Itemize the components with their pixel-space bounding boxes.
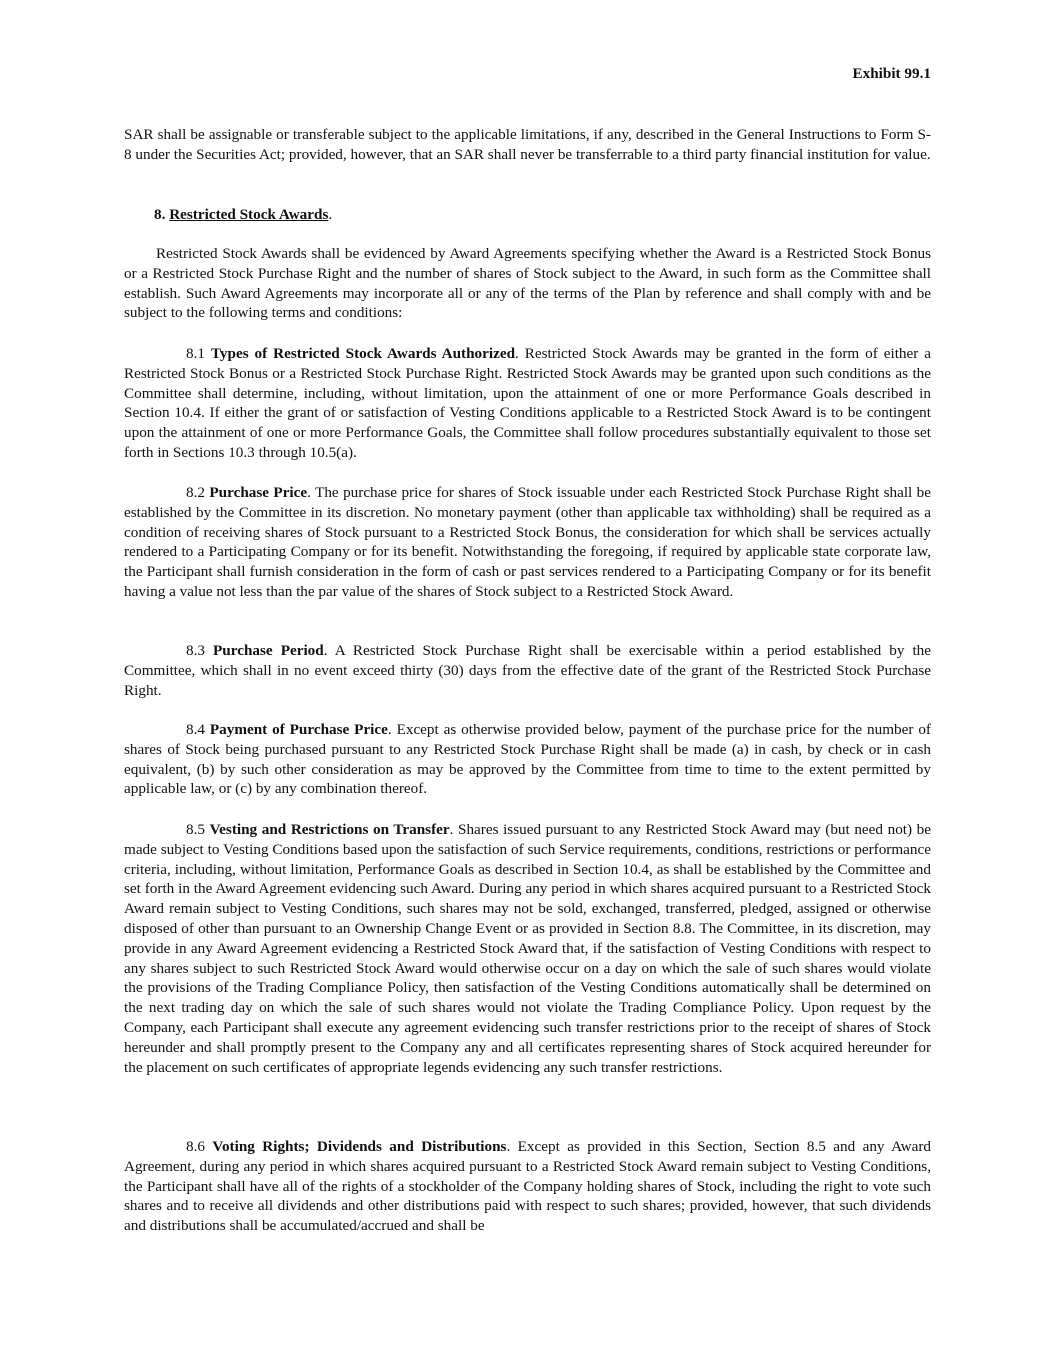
subsection-number: 8.4 <box>186 721 210 738</box>
subsection-8-3 <box>124 641 931 700</box>
subsection-title: Types of Restricted Stock Awards Authorized <box>210 345 516 362</box>
subsection-title: Voting Rights; Dividends and Distributions <box>212 1138 507 1155</box>
section-8-title: Restricted Stock Awards <box>169 206 329 223</box>
subsection-number: 8.1 <box>186 345 211 362</box>
subsection-8-5 <box>124 820 931 1077</box>
subsection-body: . Restricted Stock Awards may be granted in the form of either a Restricted Stock Bonus or a Restricted Stock Purchase Right. Restricted Stock Awards may be granted upon such conditions as the Committee shall determine, including, without limitation, upon the attainment of one or more Performance Goals described in Section 10.4. If either the grant of or satisfaction of Vesting Conditions applicable to a Restricted Stock Award is to be contingent upon the attainment of one or more Performance Goals, the Committee shall follow procedures substantially equivalent to those set forth in Sections 10.3 through 10.5(a). <box>124 345 931 461</box>
subsection-body: . Shares issued pursuant to any Restricted Stock Award may (but need not) be made subject to Vesting Conditions based upon the satisfaction of such Service requirements, conditions, restrictions or performance criteria, including, without limitation, Performance Goals as described in Section 10.4, as shall be established by the Committee and set forth in the Award Agreement evidencing such Award. During any period in which shares acquired pursuant to a Restricted Stock Award remain subject to Vesting Conditions, such shares may not be sold, exchanged, transferred, pledged, assigned or otherwise disposed of other than pursuant to an Ownership Change Event or as provided in Section 8.8. The Committee, in its discretion, may provide in any Award Agreement evidencing a Restricted Stock Award that, if the satisfaction of Vesting Conditions with respect to any shares subject to such Restricted Stock Award would otherwise occur on a day on which the sale of such shares would violate the provisions of the Trading Compliance Policy, then satisfaction of the Vesting Conditions automatically shall be determined on the next trading day on which the sale of such shares would not violate the Trading Compliance Policy. Upon request by the Company, each Participant shall execute any agreement evidencing such transfer restrictions prior to the receipt of shares of Stock hereunder and shall promptly present to the Company any and all certificates representing shares of Stock acquired hereunder for the placement on such certificates of appropriate legends evidencing any such transfer restrictions. <box>124 821 931 1076</box>
subsection-body: . Except as otherwise provided below, payment of the purchase price for the number of shares of Stock being purchased pursuant to any Restricted Stock Purchase Right shall be made (a) in cash, by check or in cash equivalent, (b) by such other consideration as may be approved by the Committee from time to time to the extent permitted by applicable law, or (c) by any combination thereof. <box>124 721 931 798</box>
subsection-8-1 <box>124 344 931 463</box>
section-8-heading <box>154 205 332 225</box>
subsection-body: . Except as provided in this Section, Section 8.5 and any Award Agreement, during any period in which shares acquired pursuant to a Restricted Stock Award remain subject to Vesting Conditions, the Participant shall have all of the rights of a stockholder of the Company holding shares of Stock, including the right to vote such shares and to receive all dividends and other distributions paid with respect to such shares; provided, however, that such dividends and distributions shall be accumulated/accrued and shall be <box>124 1138 932 1235</box>
subsection-title: Purchase Period <box>213 642 324 659</box>
subsection-number: 8.5 <box>186 821 210 838</box>
section-8-intro: Restricted Stock Awards shall be evidenced by Award Agreements specifying whether the Award is a Restricted Stock Bonus or a Restricted Stock Purchase Right and the number of shares of Stock subject to the Award, in such form as the Committee shall establish. Such Award Agreements may incorporate all or any of the terms of the Plan by reference and shall comply with and be subject to the following terms and conditions: <box>124 245 931 322</box>
subsection-8-4 <box>124 720 931 799</box>
section-8-number: 8. <box>154 206 170 223</box>
sar-transfer-paragraph: SAR shall be assignable or transferable subject to the applicable limitations, if any, described in the General Instructions to Form S-8 under the Securities Act; provided, however, that an SAR shall never be transferrable to a third party financial institution for value. <box>124 126 931 163</box>
section-8-title-period: . <box>328 206 333 223</box>
subsection-body: . The purchase price for shares of Stock issuable under each Restricted Stock Purchase Right shall be established by the Committee in its discretion. No monetary payment (other than applicable tax withholding) shall be required as a condition of receiving shares of Stock pursuant to a Restricted Stock Bonus, the consideration for which shall be services actually rendered to a Participating Company or for its benefit. Notwithstanding the foregoing, if required by applicable state corporate law, the Participant shall furnish consideration in the form of cash or past services rendered to a Participating Company or for its benefit having a value not less than the par value of the shares of Stock subject to a Restricted Stock Award. <box>124 484 932 600</box>
subsection-8-6 <box>124 1137 931 1236</box>
subsection-title: Vesting and Restrictions on Transfer <box>209 821 450 838</box>
subsection-8-2 <box>124 483 931 602</box>
subsection-number: 8.3 <box>186 642 214 659</box>
subsection-number: 8.2 <box>186 484 210 501</box>
subsection-number: 8.6 <box>186 1138 213 1155</box>
subsection-body: . A Restricted Stock Purchase Right shall be exercisable within a period established by the Committee, which shall in no event exceed thirty (30) days from the effective date of the grant of the Restricted Stock Purchase Right. <box>124 642 931 699</box>
exhibit-label: Exhibit 99.1 <box>852 65 931 82</box>
subsection-title: Payment of Purchase Price <box>209 721 388 738</box>
subsection-title: Purchase Price <box>209 484 308 501</box>
